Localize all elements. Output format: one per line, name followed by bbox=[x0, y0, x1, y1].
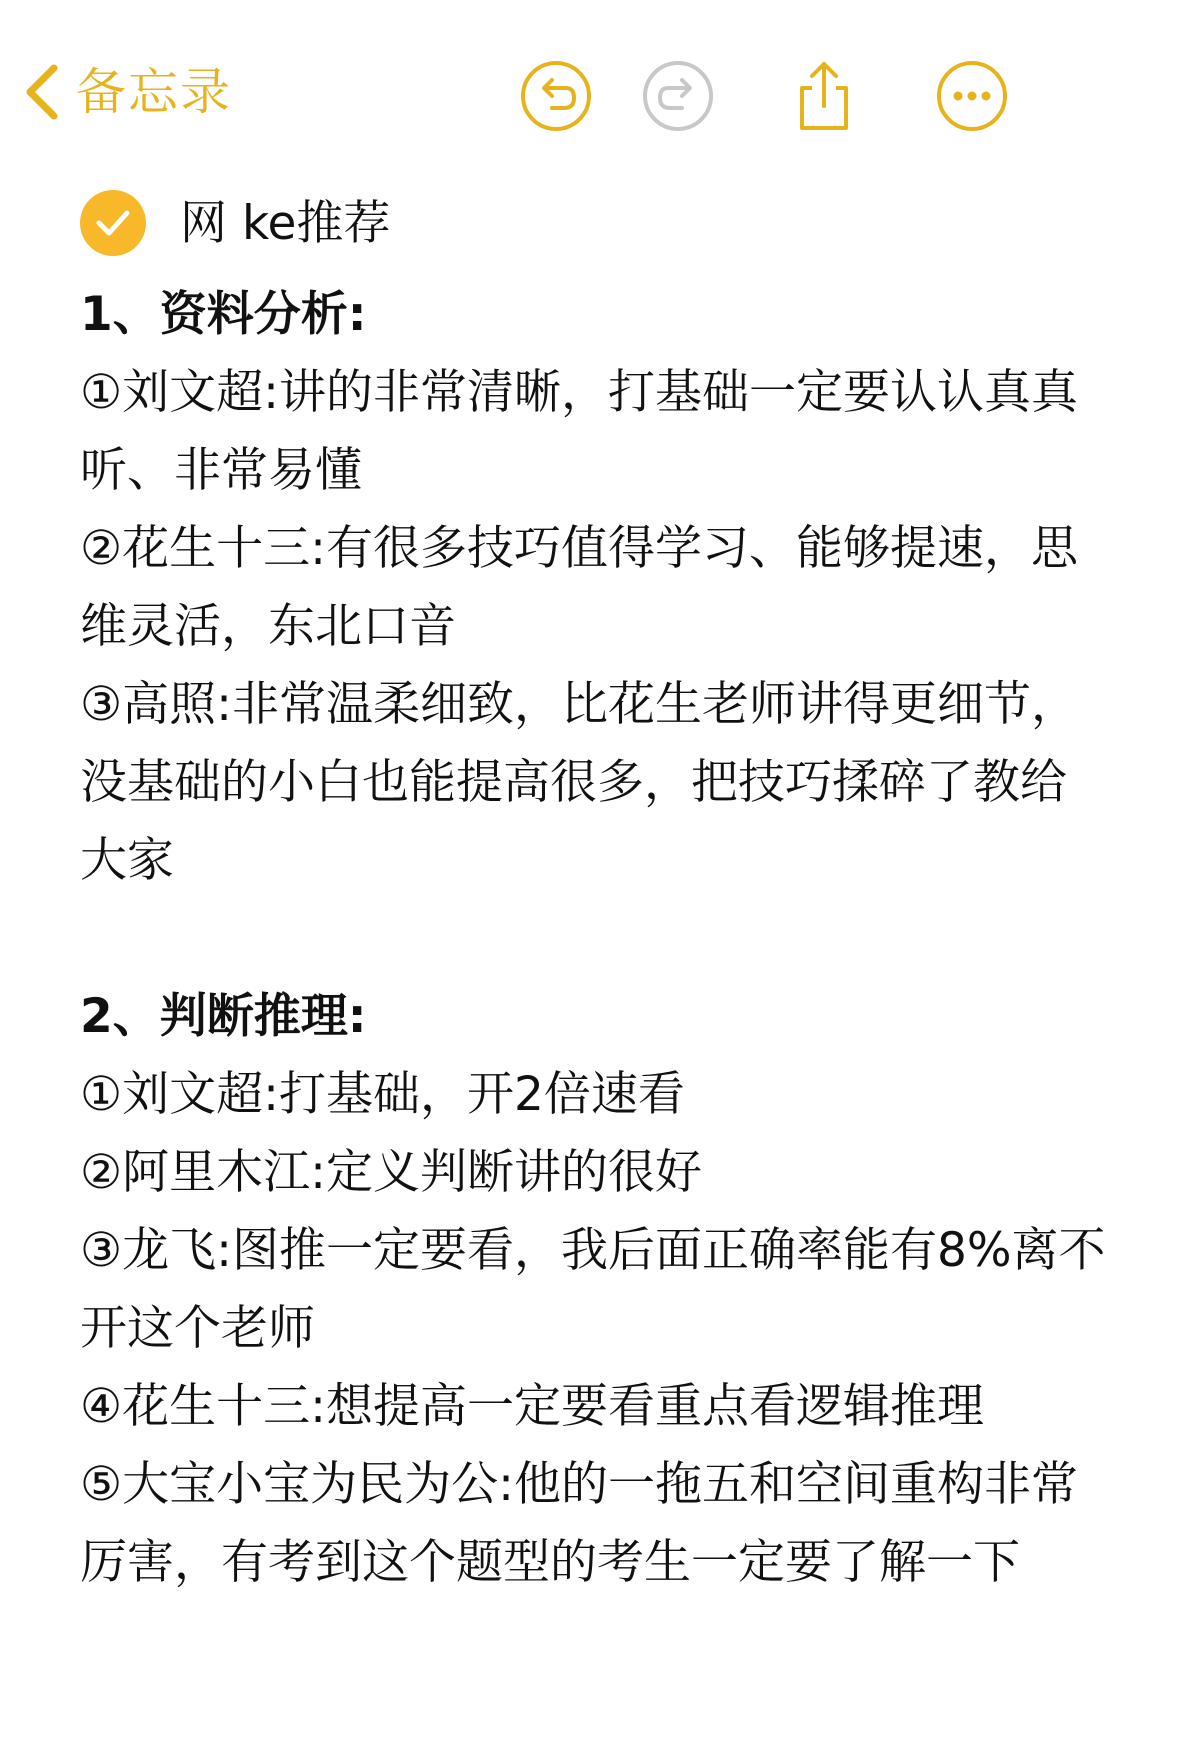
note-line: ⑤大宝小宝为民为公:他的一拖五和空间重构非常厉害，有考到这个题型的考生一定要了解一下 bbox=[80, 1457, 1078, 1590]
note-line: ④花生十三:想提高一定要看重点看逻辑推理 bbox=[80, 1379, 984, 1434]
checkbox-checked[interactable] bbox=[80, 190, 146, 256]
back-button[interactable] bbox=[22, 52, 232, 132]
section-heading: 2、判断推理: bbox=[80, 989, 367, 1044]
note-line: ①刘文超:讲的非常清晰，打基础一定要认认真真听、非常易懂 bbox=[80, 365, 1078, 498]
note-line: ①刘文超:打基础，开2倍速看 bbox=[80, 1067, 685, 1122]
blank-line bbox=[80, 900, 1110, 978]
checklist-item bbox=[80, 188, 390, 258]
redo-icon bbox=[640, 58, 716, 134]
note-line: ②花生十三:有很多技巧值得学习、能够提速，思维灵活，东北口音 bbox=[80, 521, 1078, 654]
redo-button[interactable] bbox=[640, 58, 716, 134]
more-button[interactable] bbox=[934, 58, 1010, 134]
undo-button[interactable] bbox=[518, 58, 594, 134]
chevron-left-icon bbox=[22, 60, 62, 124]
share-button[interactable] bbox=[786, 58, 862, 134]
share-icon bbox=[786, 58, 862, 134]
more-icon bbox=[934, 58, 1010, 134]
undo-icon bbox=[518, 58, 594, 134]
note-line: ②阿里木江:定义判断讲的很好 bbox=[80, 1145, 702, 1200]
note-line: ③高照:非常温柔细致，比花生老师讲得更细节，没基础的小白也能提高很多，把技巧揉碎了教给大家 bbox=[80, 677, 1078, 888]
checkmark-icon bbox=[95, 208, 131, 238]
navigation-bar bbox=[0, 0, 1179, 190]
section-heading: 1、资料分析: bbox=[80, 287, 367, 342]
section-judgment-reasoning bbox=[80, 978, 1110, 1602]
back-button-label: 备忘录 bbox=[76, 63, 232, 121]
checklist-item-text[interactable]: 网 ke推荐 bbox=[180, 195, 391, 251]
section-data-analysis bbox=[80, 276, 1110, 900]
note-body[interactable] bbox=[80, 276, 1110, 1602]
note-line: ③龙飞:图推一定要看，我后面正确率能有8%离不开这个老师 bbox=[80, 1223, 1106, 1356]
